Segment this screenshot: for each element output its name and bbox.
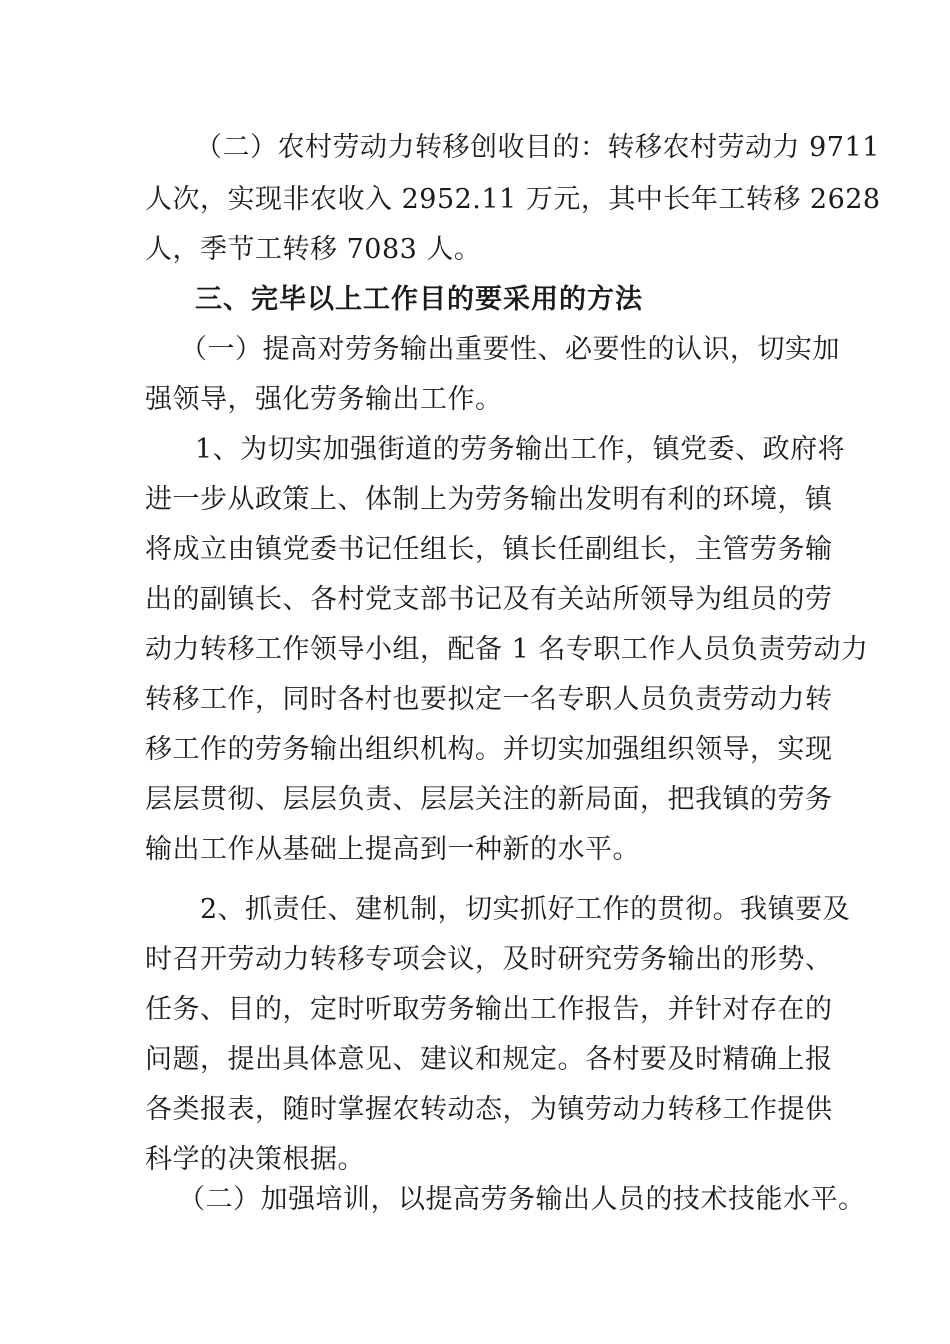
paragraph-line: （二）加强培训，以提高劳务输出人员的技术技能水平。 (178, 1184, 866, 1215)
section-heading: 三、完毕以上工作目的要采用的方法 (195, 284, 643, 315)
paragraph-line: 1、为切实加强街道的劳务输出工作，镇党委、政府将 (195, 434, 846, 465)
paragraph-line: 任务、目的，定时听取劳务输出工作报告，并针对存在的 (145, 994, 833, 1025)
paragraph-line: 各类报表，随时掌握农转动态，为镇劳动力转移工作提供 (145, 1094, 833, 1125)
paragraph-line: 移工作的劳务输出组织机构。并切实加强组织领导，实现 (145, 734, 833, 765)
paragraph-line: 人次，实现非农收入 2952.11 万元，其中长年工转移 2628 (145, 184, 881, 215)
paragraph-line: 时召开劳动力转移专项会议，及时研究劳务输出的形势、 (145, 944, 833, 975)
paragraph-line: 2、抓责任、建机制，切实抓好工作的贯彻。我镇要及 (200, 894, 851, 925)
paragraph-line: 动力转移工作领导小组，配备 1 名专职工作人员负责劳动力 (145, 634, 869, 665)
paragraph-line: 将成立由镇党委书记任组长，镇长任副组长，主管劳务输 (145, 534, 833, 565)
paragraph-line: 科学的决策根据。 (145, 1144, 365, 1175)
paragraph-line: （一）提高对劳务输出重要性、必要性的认识，切实加 (180, 334, 840, 365)
paragraph-line: （二）农村劳动力转移创收目的：转移农村劳动力 9711 (195, 132, 880, 163)
paragraph-line: 人，季节工转移 7083 人。 (145, 234, 482, 265)
paragraph-line: 层层贯彻、层层负责、层层关注的新局面，把我镇的劳务 (145, 784, 833, 815)
paragraph-line: 进一步从政策上、体制上为劳务输出发明有利的环境，镇 (145, 484, 833, 515)
paragraph-line: 转移工作，同时各村也要拟定一名专职人员负责劳动力转 (145, 684, 833, 715)
paragraph-line: 强领导，强化劳务输出工作。 (145, 384, 503, 415)
paragraph-line: 输出工作从基础上提高到一种新的水平。 (145, 834, 640, 865)
paragraph-line: 问题，提出具体意见、建议和规定。各村要及时精确上报 (145, 1044, 833, 1075)
paragraph-line: 出的副镇长、各村党支部书记及有关站所领导为组员的劳 (145, 584, 833, 615)
